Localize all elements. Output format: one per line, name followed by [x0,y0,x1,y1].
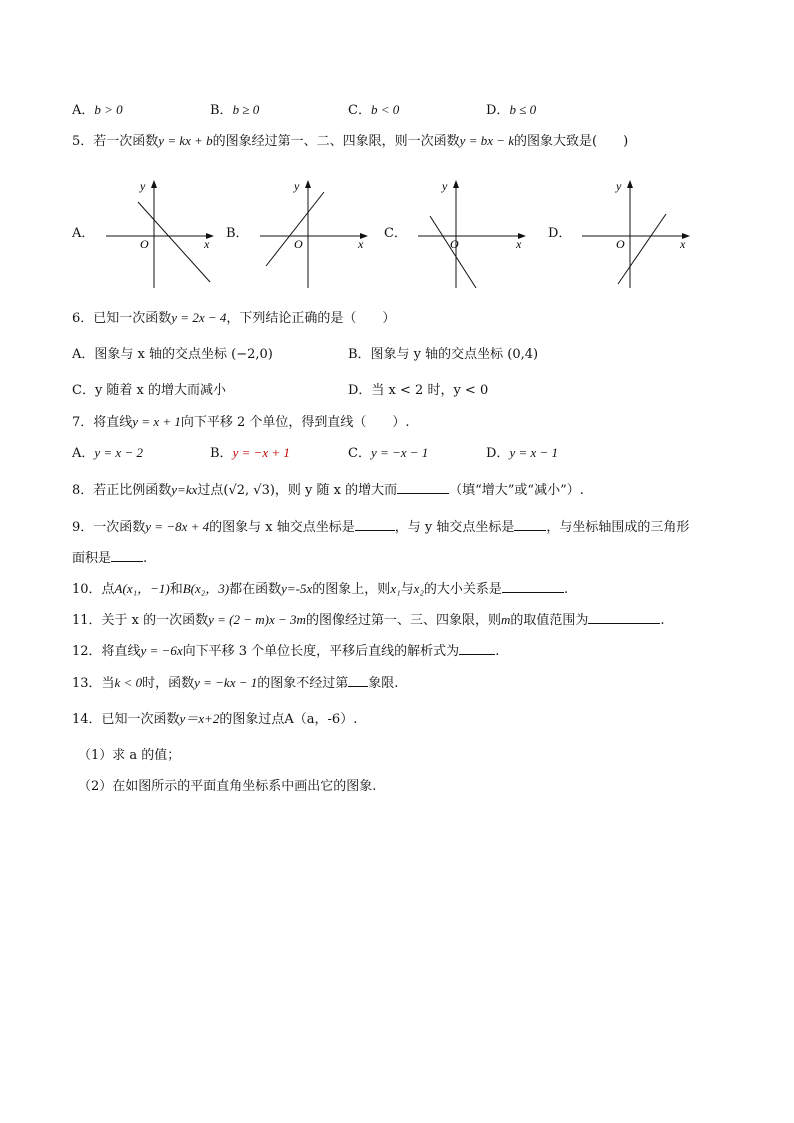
origin-label: O [140,237,149,251]
q9-line2: 面积是 . [72,551,148,566]
q5-graph-a-line [138,202,210,282]
q6-option-c: C．y 随着 x 的增大而减小 [72,383,227,398]
origin-label: O [616,237,625,251]
q11-blank [588,611,660,624]
y-axis-label: y [616,179,622,193]
q5-stem: 5．若一次函数y = kx + b的图象经过第一、二、四象限，则一次函数y = bx − k的图象大致是( ) [72,133,629,149]
y-axis-label: y [294,179,300,193]
q14-stem: 14．已知一次函数y＝x+2的图象过点A（a，-6）. [72,711,358,727]
q5-graph-c-line [430,216,476,288]
q8-line: 8．若正比例函数y=kx过点(√2, √3)，则 y 随 x 的增大而 （填“增大”或“减小”）. [72,482,584,498]
x-axis-label: x [680,237,686,251]
q7-option-b: B．y = −x + 1 [210,445,290,461]
q9-blank-y [514,518,546,531]
q14-sub2: （2）在如图所示的平面直角坐标系中画出它的图象. [78,779,377,794]
q7-option-d: D．y = x − 1 [486,445,559,461]
y-axis-label: y [442,179,448,193]
q4-option-c: C．b < 0 [348,102,400,118]
y-axis-label: y [140,179,146,193]
q5-graph-c-letter: C． [384,226,407,241]
q4-option-a: A．b > 0 [72,102,123,118]
q9-line1: 9．一次函数y = −8x + 4的图象与 x 轴交点坐标是 ，与 y 轴交点坐标是 ，与坐标轴围成的三角形 [72,519,690,535]
q10-blank [502,580,564,593]
q9-blank-area [111,549,143,562]
q5-graph-b-line [266,192,324,266]
q11-line: 11．关于 x 的一次函数y = (2 − m)x − 3m的图像经过第一、三、四象限，则m的取值范围为 . [72,612,665,628]
q8-answer-blank [397,481,449,494]
q7-stem: 7．将直线y = x + 1向下平移 2 个单位，得到直线（ ）. [72,414,410,430]
q5-graph-a-letter: A． [72,226,95,241]
q5-graph-d-line [618,214,666,284]
q6-stem: 6．已知一次函数y = 2x − 4，下列结论正确的是（ ） [72,310,396,326]
origin-label: O [294,237,303,251]
q6-option-b: B．图象与 y 轴的交点坐标 (0,4) [348,347,539,362]
q10-line: 10．点A(x₁，−1)和B(x₂，3)都在函数y=-5x的图象上，则x₁与x₂的大小关系是 . [72,581,569,597]
q4-option-d: D．b ≤ 0 [486,102,537,118]
q5-graph-d [574,172,744,292]
x-axis-label: x [516,237,522,251]
x-axis-label: x [358,237,364,251]
q12-line: 12．将直线y = −6x向下平移 3 个单位长度，平移后直线的解析式为 . [72,643,500,659]
origin-label: O [450,237,459,251]
q5-graph-b-letter: B． [226,226,249,241]
q13-line: 13．当k < 0时，函数y = −kx − 1的图象不经过第 象限. [72,675,399,691]
x-axis-label: x [204,237,210,251]
q9-blank-x [355,518,395,531]
q12-blank [459,642,495,655]
q5-graph-d-letter: D． [548,226,572,241]
q14-sub1: （1）求 a 的值； [78,748,181,763]
q4-option-b: B．b ≥ 0 [210,102,260,118]
q6-option-d: D．当 x < 2 时，y < 0 [348,383,489,398]
q7-option-a: A．y = x − 2 [72,445,143,461]
q7-option-c: C．y = −x − 1 [348,445,429,461]
q13-blank [348,674,368,687]
q6-option-a: A．图象与 x 轴的交点坐标 (−2,0) [72,347,273,362]
